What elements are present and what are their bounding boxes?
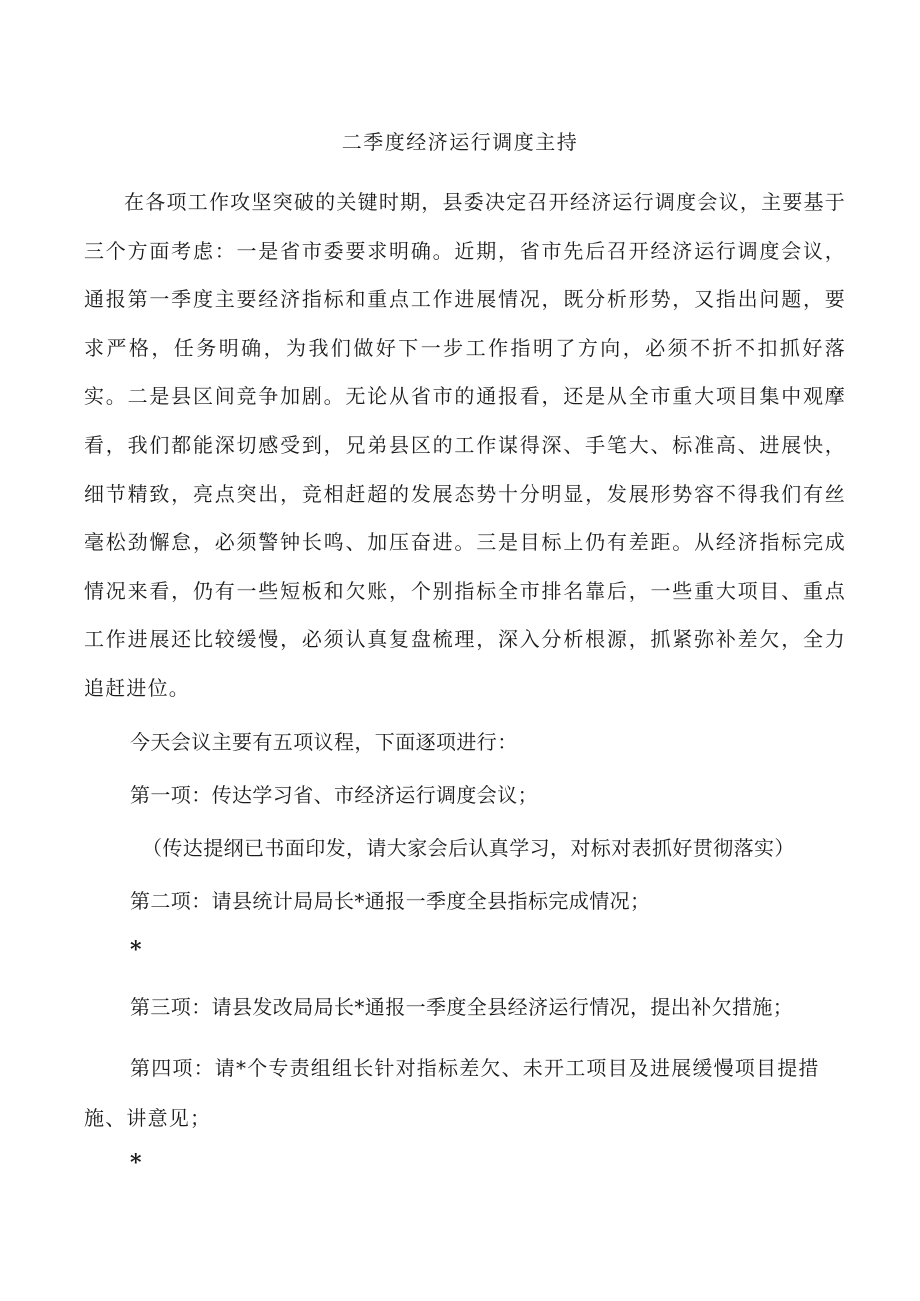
placeholder-mark-2: * — [130, 1150, 142, 1176]
agenda-item-3: 第三项：请县发改局局长*通报一季度全县经济运行情况，提出补欠措施； — [130, 995, 794, 1019]
agenda-intro: 今天会议主要有五项议程，下面逐项进行： — [130, 730, 518, 754]
agenda-item-2: 第二项：请县统计局局长*通报一季度全县指标完成情况； — [130, 889, 651, 913]
intro-paragraph: 在各项工作攻坚突破的关键时期，县委决定召开经济运行调度会议，主要基于三个方面考虑：一是省市委要求明确。近期，省市先后召开经济运行调度会议，通报第一季度主要经济指标和重点工作进展情况，既分析形势，又指出问题，要求严格，任务明确，为我们做好下一步工作指明了方向，必须不折不扣抓好落实。二是县区间竞争加剧。无论从省市的通报看，还是从全市重大项目集中观摩看，我们都能深切感受到，兄弟县区的工作谋得深、手笔大、标准高、进展快，细节精致，亮点突出，竞相赶超的发展态势十分明显，发展形势容不得我们有丝毫松劲懈怠，必须警钟长鸣、加压奋进。三是目标上仍有差距。从经济指标完成情况来看，仍有一些短板和欠账，个别指标全市排名靠后，一些重大项目、重点工作进展还比较缓慢，必须认真复盘梳理，深入分析根源，抓紧弥补差欠，全力追赶进位。 — [84, 190, 846, 700]
placeholder-mark-1: * — [130, 937, 142, 963]
document-title: 二季度经济运行调度主持 — [341, 130, 579, 154]
agenda-item-4: 第四项：请*个专责组组长针对指标差欠、未开工项目及进展缓慢项目提措施、讲意见； — [84, 1056, 820, 1130]
agenda-item-1: 第一项：传达学习省、市经济运行调度会议； — [130, 783, 538, 807]
body-block — [84, 178, 846, 713]
agenda-item-1-note: （传达提纲已书面印发，请大家会后认真学习，对标对表抓好贯彻落实） — [142, 836, 795, 860]
